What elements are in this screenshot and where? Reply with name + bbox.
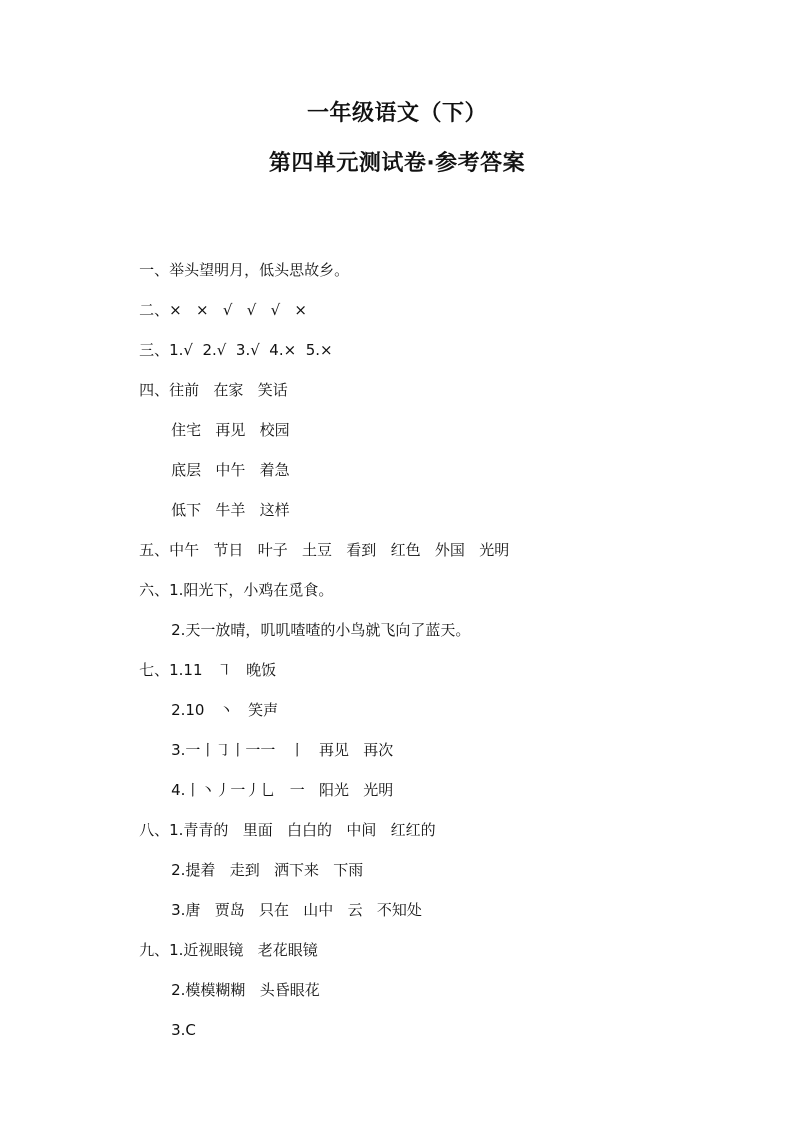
answer-text: 低下 牛羊 这样 [171, 501, 290, 519]
section-number: 六、 [139, 581, 170, 599]
section-number: 三、 [139, 341, 170, 359]
section-number: 一、 [139, 261, 170, 279]
answer-text: 3.C [171, 1021, 196, 1039]
answer-line-9c [152, 1000, 196, 1060]
section-number: 四、 [139, 381, 170, 399]
answer-text: 1.11 ㇕ 晚饭 [169, 661, 277, 679]
answer-text: 4.丨丶丿一丿乚 一 阳光 光明 [171, 781, 394, 799]
section-number: 八、 [139, 821, 170, 839]
answer-text: 中午 节日 叶子 土豆 看到 红色 外国 光明 [169, 541, 510, 559]
answer-text: 3.一丨㇆丨一一 丨 再见 再次 [171, 741, 394, 759]
section-number: 九、 [139, 941, 170, 959]
answer-text: 2.模模糊糊 头昏眼花 [171, 981, 320, 999]
section-number: 七、 [139, 661, 170, 679]
answer-text: × × √ √ √ × [169, 301, 307, 319]
document-subtitle: 第四单元测试卷·参考答案 [268, 151, 526, 176]
section-number: 二、 [139, 301, 170, 319]
answer-text: 2.提着 走到 洒下来 下雨 [171, 861, 364, 879]
answer-text: 2.天一放晴，叽叽喳喳的小鸟就飞向了蓝天。 [171, 621, 471, 639]
answer-text: 1.阳光下，小鸡在觅食。 [169, 581, 334, 599]
answer-text: 2.10 丶 笑声 [171, 701, 279, 719]
answer-text: 1.青青的 里面 白白的 中间 红红的 [169, 821, 436, 839]
answer-text: 1.近视眼镜 老花眼镜 [169, 941, 318, 959]
document-title: 一年级语文（下） [306, 101, 487, 126]
answer-text: 举头望明月，低头思故乡。 [169, 261, 350, 279]
answer-text: 1.√ 2.√ 3.√ 4.× 5.× [169, 341, 333, 359]
answer-text: 往前 在家 笑话 [169, 381, 288, 399]
section-number: 五、 [139, 541, 170, 559]
answer-text: 3.唐 贾岛 只在 山中 云 不知处 [171, 901, 422, 919]
answer-text: 底层 中午 着急 [171, 461, 290, 479]
answer-text: 住宅 再见 校园 [171, 421, 290, 439]
